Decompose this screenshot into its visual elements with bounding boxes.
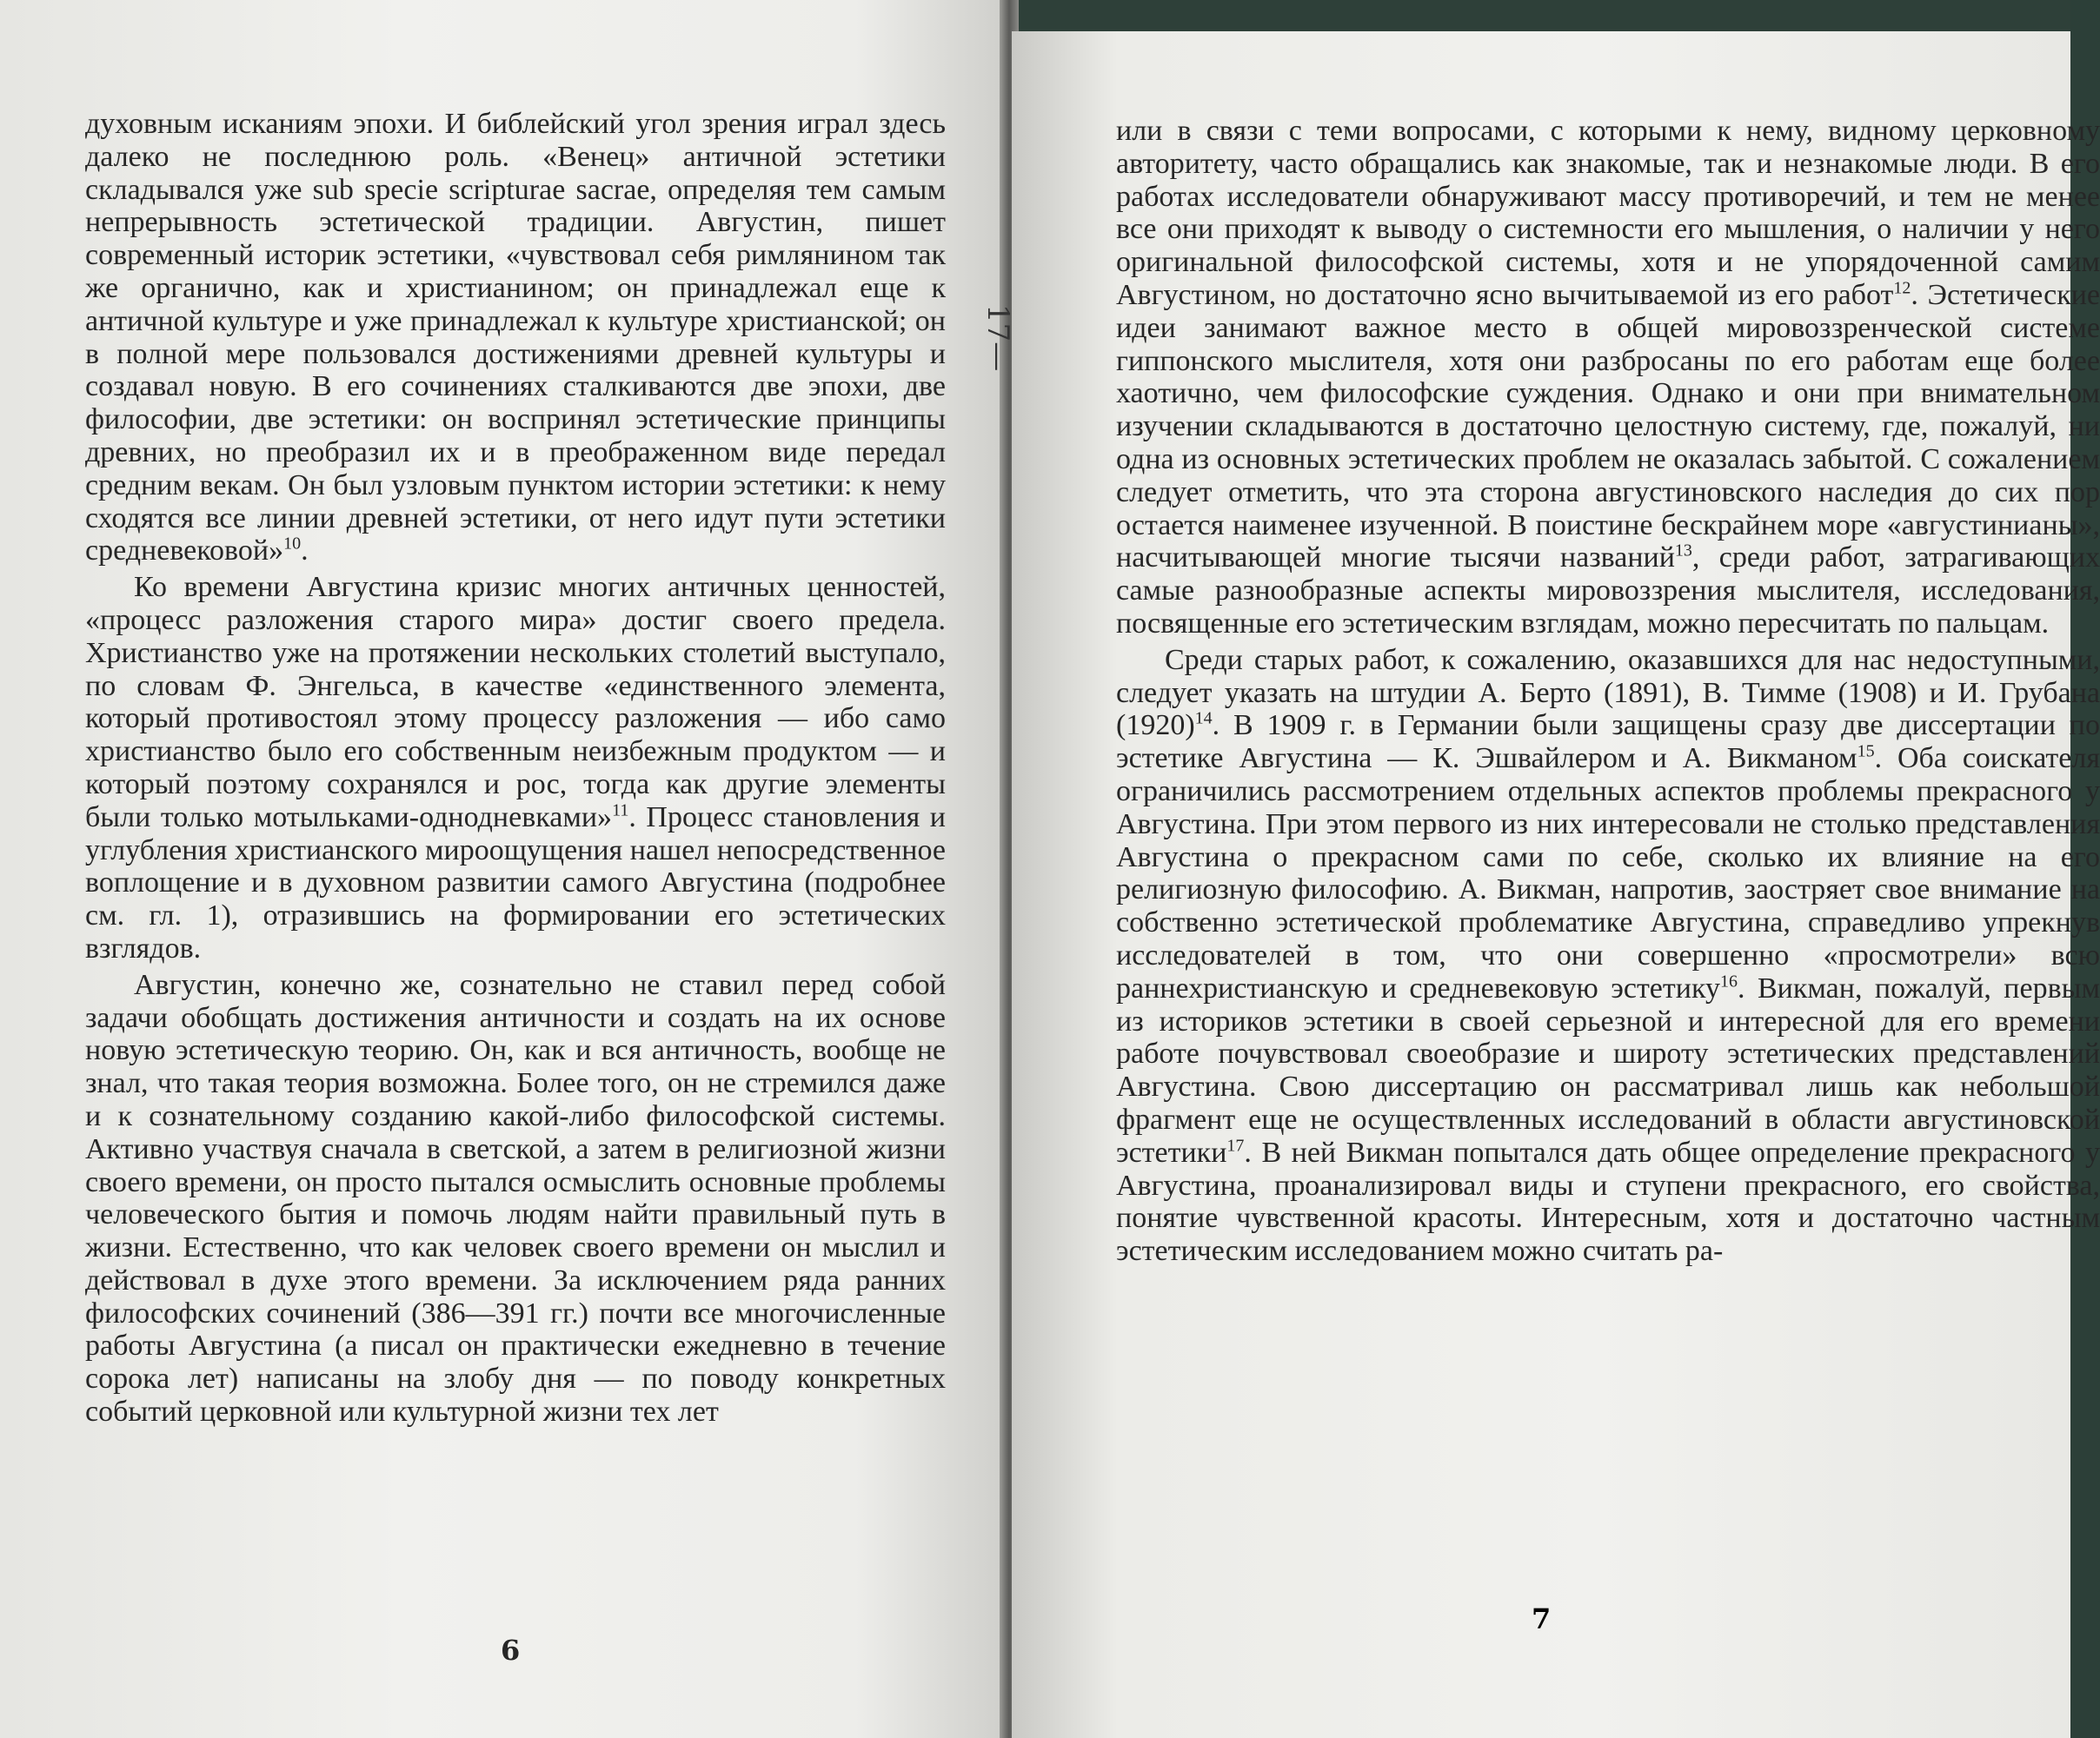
page-number-right: 7 — [1532, 1602, 1552, 1635]
page-number-left: 6 — [501, 1634, 521, 1667]
left-page-text — [85, 108, 946, 1429]
text-run: Среди старых работ, к сожалению, оказавшихся для нас недоступными, следует указать на штудии А. Берто (1891), В. Тимме (1908) и И. Грубана (1920) — [1116, 643, 2100, 742]
text-run: Ко времени Августина кризис многих античных ценностей, «процесс разложения старого мира» достиг своего предела. Христианство уже на протяжении нескольких столетий выступало, по словам Ф. Энгельса, в качестве «единственного элемента, который противостоял этому процессу разложения — ибо само христианство было его собственным неизбежным продуктом — и который поэтому сохранялся и рос, тогда как другие элементы были только мотыльками-однодневками» — [85, 571, 946, 833]
right-page-text — [1116, 115, 2100, 1268]
text-run: или в связи с теми вопросами, с которыми к нему, видному церковному авторитету, часто обращались как знакомые, так и незнакомые люди. В его работах исследователи обнаруживают массу противоречий, и тем не менее все они приходят к выводу о системности его мышления, о наличии у него оригинальной философской системы, хотя и не упорядоченной самим Августином, но достаточно ясно вычитываемой из его работ — [1116, 115, 2100, 311]
footnote-ref: 15 — [1857, 741, 1875, 761]
footnote-ref: 12 — [1893, 278, 1911, 298]
text-run: духовным исканиям эпохи. И библейский угол зрения играл здесь далеко не последнюю роль. «Венец» античной эстетики складывался уже sub specie scripturae sacrae, определяя тем самым непрерывность эстетической традиции. Августин, пишет современный историк эстетики, «чувствовал себя римлянином так же органично, как и христианином; он принадлежал еще к античной культуре и уже принадлежал к культуре христианской; он в полной мере пользовался достижениями древней культуры и создавал новую. В его сочинениях сталкиваются две эпохи, две философии, две эстетики: он воспринял эстетические принципы древних, но преобразил их и в преображенном виде передал средним векам. Он был узловым пунктом истории эстетики: к нему сходятся все линии древней эстетики, от него идут пути эстетики средневековой» — [85, 108, 946, 567]
paragraph — [1116, 115, 2100, 640]
text-run: Августин, конечно же, сознательно не ставил перед собой задачи обобщать достижения античности и создать на их основе новую эстетическую теорию. Он, как и вся античность, вообще не знал, что такая теория возможна. Более того, он не стремился даже и к сознательному созданию какой-либо философской системы. Активно участвуя сначала в светской, а затем в религиозной жизни своего времени, он просто пытался осмыслить основные проблемы человеческого бытия и помочь людям найти правильный путь в жизни. Естественно, что как человек своего времени он мыслил и действовал в духе этого времени. За исключением ряда ранних философских сочинений (386—391 гг.) почти все многочисленные работы Августина (а писал он практически ежедневно в течение сорока лет) написаны на злобу дня — по поводу конкретных событий церковной или культурной жизни тех лет — [85, 968, 946, 1429]
text-run: , среди работ, затрагивающих самые разнообразные аспекты мировоззрения мыслителя, исследования, посвященные его эстетическим взглядам, можно пересчитать по пальцам. — [1116, 541, 2100, 640]
text-run: . Викман, пожалуй, первым из историков эстетики в своей серьезной и интересной для его времени работе почувствовал своеобразие и широту эстетических представлений Августина. Свою диссертацию он рассматривал лишь как небольшой фрагмент еще не осуществленных исследований в области августиновской эстетики — [1116, 972, 2100, 1169]
footnote-ref: 17 — [1226, 1136, 1245, 1156]
footnote-ref: 14 — [1194, 709, 1213, 729]
footnote-ref: 11 — [612, 800, 629, 820]
paragraph — [1116, 644, 2100, 1268]
left-page — [0, 0, 1007, 1738]
margin-signature-mark: 17— — [980, 304, 1015, 372]
book-cover-edge — [1008, 0, 2070, 35]
paragraph — [85, 571, 946, 965]
text-run: . — [301, 534, 309, 567]
text-run: . В ней Викман попытался дать общее определение прекрасного у Августина, проанализировал виды и ступени прекрасного, его свойства, понятие чувственной красоты. Интересным, хотя и достаточно частным эстетическим исследованием можно считать ра- — [1116, 1136, 2100, 1268]
text-run: . Оба соискателя ограничились рассмотрением отдельных аспектов проблемы прекрасного у Августина. При этом первого из них интересовали не столько представления Августина о прекрасном сами по себе, сколько их влияние на его религиозную философию. А. Викман, напротив, заостряет свое внимание на собственно эстетической проблематике Августина, справедливо упрекнув исследователей в том, что они совершенно «просмотрели» всю раннехристианскую и средневековую эстетику — [1116, 742, 2100, 1005]
text-run: . В 1909 г. в Германии были защищены сразу две диссертации по эстетике Августина — К. Эшвайлером и А. Викманом — [1116, 709, 2100, 775]
paragraph — [85, 108, 946, 567]
text-run: . Эстетические идеи занимают важное место в общей мировоззренческой системе гиппонского мыслителя, хотя они разбросаны по его работам еще более хаотично, чем философские суждения. Однако и они при внимательном изучении складываются в достаточно целостную систему, где, пожалуй, ни одна из основных эстетических проблем не оказалась забытой. С сожалением следует отметить, что эта сторона августиновского наследия до сих пор остается наименее изученной. В поистине бескрайнем море «августинианы», насчитывающей многие тысячи названий — [1116, 278, 2100, 574]
paragraph — [85, 969, 946, 1429]
footnote-ref: 13 — [1674, 541, 1692, 561]
footnote-ref: 10 — [283, 534, 302, 554]
footnote-ref: 16 — [1720, 972, 1738, 992]
right-page — [1012, 31, 2100, 1738]
text-run: . Процесс становления и углубления христианского мироощущения нашел непосредственное воплощение и в духовном развитии самого Августина (подробнее см. гл. 1), отразившись на формировании его эстетических взглядов. — [85, 800, 946, 965]
